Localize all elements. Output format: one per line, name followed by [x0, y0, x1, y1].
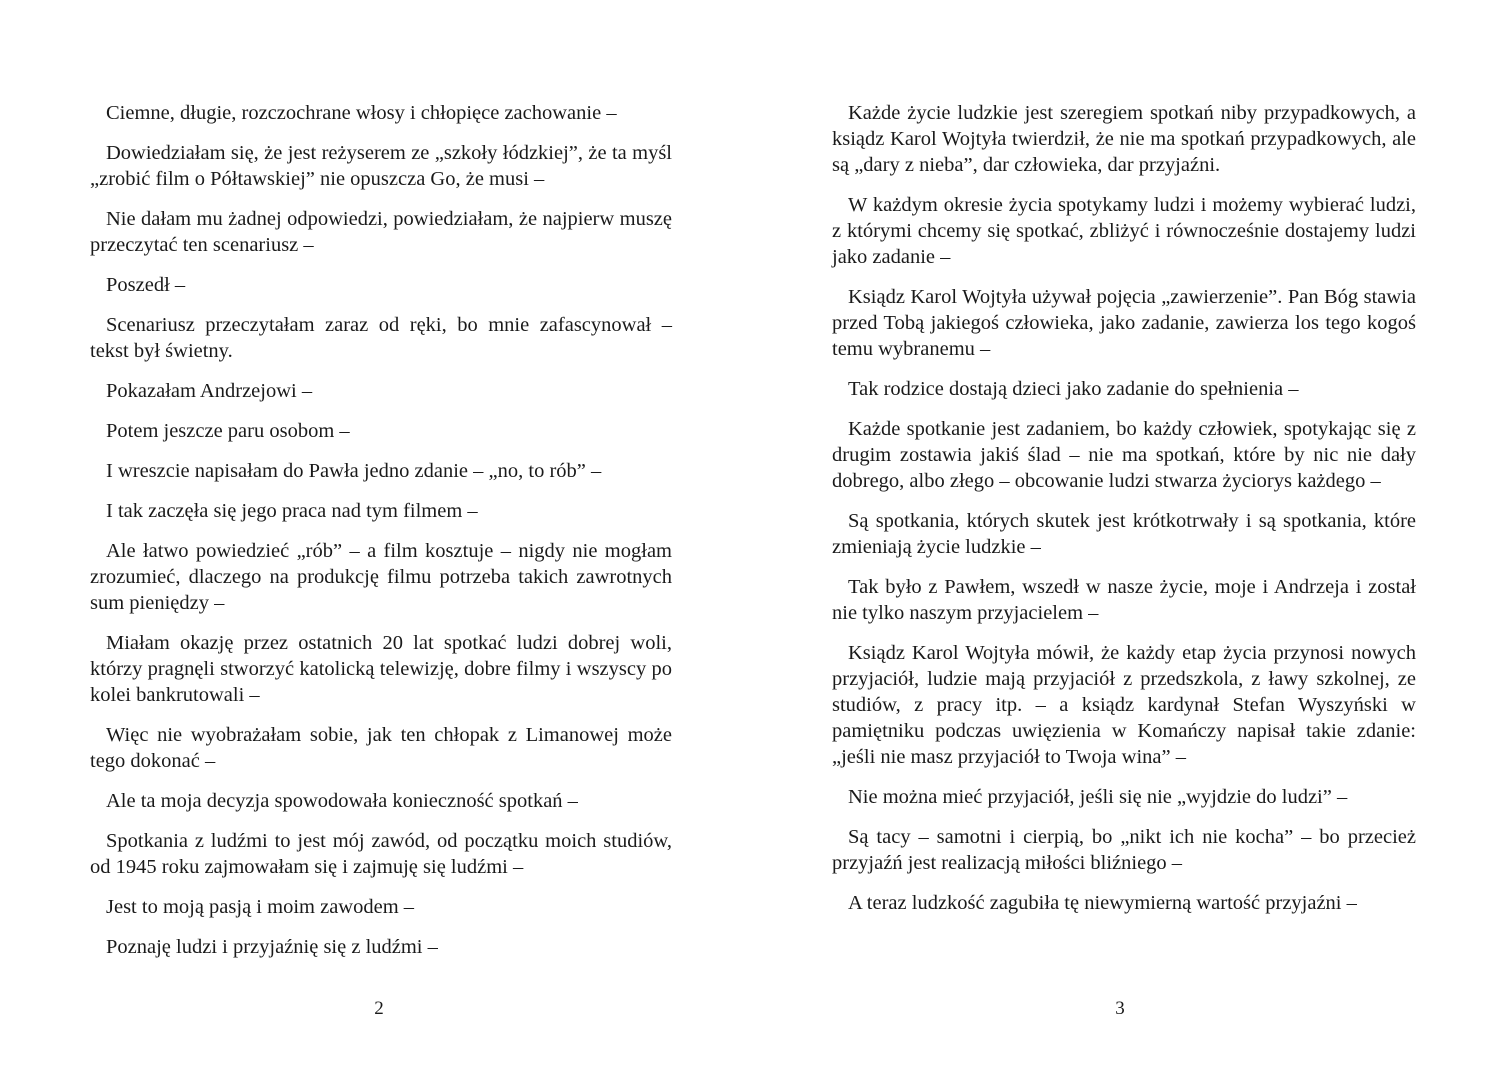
paragraph: W każdym okresie życia spotykamy ludzi i możemy wybierać ludzi, z którymi chcemy się spotkać, zbliżyć i równocześnie dostajemy ludzi jako zadanie –	[832, 194, 1416, 268]
paragraph: Nie można mieć przyjaciół, jeśli się nie „wyjdzie do ludzi” –	[848, 786, 1348, 808]
paragraph: Spotkania z ludźmi to jest mój zawód, od początku moich studiów, od 1945 roku zajmowałam się i zajmuję się ludźmi –	[90, 830, 672, 878]
paragraph: Pokazałam Andrzejowi –	[106, 380, 313, 402]
paragraph: Każde spotkanie jest zadaniem, bo każdy człowiek, spotykając się z drugim zostawia jakiś ślad – nie ma spotkań, które by nic nie dały dobrego, albo złego – obcowanie ludzi stwarza życiorys każdego –	[832, 418, 1416, 492]
paragraph: Potem jeszcze paru osobom –	[106, 420, 350, 442]
paragraph: Tak rodzice dostają dzieci jako zadanie do spełnienia –	[848, 378, 1299, 400]
page-number-left: 2	[374, 998, 384, 1019]
paragraph: Ksiądz Karol Wojtyła mówił, że każdy etap życia przynosi nowych przyjaciół, ludzie mają przyjaciół z przedszkola, z ławy szkolnej, ze studiów, z pracy itp. – a ksiądz kardynał Stefan Wyszyński w pamiętniku podczas uwięzienia w Komańczy napisał takie zdanie: „jeśli nie masz przyjaciół to Twoja wina” –	[832, 642, 1416, 768]
paragraph: Każde życie ludzkie jest szeregiem spotkań niby przypadkowych, a ksiądz Karol Wojtyła twierdził, że nie ma spotkań przypadkowych, ale są „dary z nieba”, dar człowieka, dar przyjaźni.	[832, 102, 1416, 176]
paragraph: Jest to moją pasją i moim zawodem –	[106, 896, 415, 918]
paragraph: Scenariusz przeczytałam zaraz od ręki, bo mnie zafascynował – tekst był świetny.	[90, 314, 672, 362]
paragraph: Tak było z Pawłem, wszedł w nasze życie, moje i Andrzeja i został nie tylko naszym przyjacielem –	[832, 576, 1416, 624]
paragraph: Dowiedziałam się, że jest reżyserem ze „szkoły łódzkiej”, że ta myśl „zrobić film o Półtawskiej” nie opuszcza Go, że musi –	[90, 142, 672, 190]
paragraph: Miałam okazję przez ostatnich 20 lat spotkać ludzi dobrej woli, którzy pragnęli stworzyć katolicką telewizję, dobre filmy i wszyscy po kolei bankrutowali –	[90, 632, 672, 706]
paragraph: I tak zaczęła się jego praca nad tym filmem –	[106, 500, 478, 522]
paragraph: Ksiądz Karol Wojtyła używał pojęcia „zawierzenie”. Pan Bóg stawia przed Tobą jakiegoś człowieka, jako zadanie, zawierza los tego kogoś temu wybranemu –	[832, 286, 1416, 360]
paragraph: Nie dałam mu żadnej odpowiedzi, powiedziałam, że najpierw muszę przeczytać ten scenariusz –	[90, 208, 672, 256]
paragraph: Poznaję ludzi i przyjaźnię się z ludźmi –	[106, 936, 438, 958]
left-page	[90, 100, 672, 974]
paragraph: Są tacy – samotni i cierpią, bo „nikt ich nie kocha” – bo przecież przyjaźń jest realizacją miłości bliźniego –	[832, 826, 1416, 874]
paragraph: Więc nie wyobrażałam sobie, jak ten chłopak z Limanowej może tego dokonać –	[90, 724, 672, 772]
paragraph: Poszedł –	[106, 274, 186, 296]
paragraph: I wreszcie napisałam do Pawła jedno zdanie – „no, to rób” –	[106, 460, 602, 482]
paragraph: A teraz ludzkość zagubiła tę niewymierną wartość przyjaźni –	[848, 892, 1357, 914]
page-number-right: 3	[1115, 998, 1125, 1019]
paragraph: Ciemne, długie, rozczochrane włosy i chłopięce zachowanie –	[106, 102, 617, 124]
paragraph: Są spotkania, których skutek jest krótkotrwały i są spotkania, które zmieniają życie ludzkie –	[832, 510, 1416, 558]
right-page	[832, 100, 1416, 930]
paragraph: Ale ta moja decyzja spowodowała konieczność spotkań –	[106, 790, 578, 812]
paragraph: Ale łatwo powiedzieć „rób” – a film kosztuje – nigdy nie mogłam zrozumieć, dlaczego na produkcję filmu potrzeba takich zawrotnych sum pieniędzy –	[90, 540, 672, 614]
